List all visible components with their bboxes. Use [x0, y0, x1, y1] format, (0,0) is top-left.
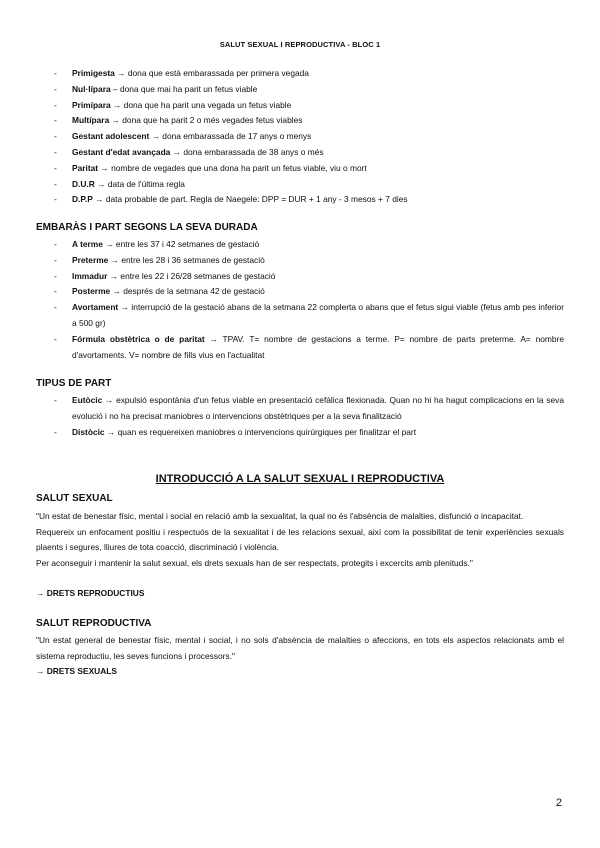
term-label: Paritat: [72, 162, 99, 173]
term-separator: →: [102, 395, 117, 405]
term-separator: →: [118, 302, 132, 313]
list-item: [54, 393, 564, 425]
term-description: dona que ha parit 2 o més vegades fetus viables: [122, 115, 303, 126]
list-item: [54, 237, 564, 253]
term-description: data de l'última regla: [107, 178, 185, 189]
term-separator: →: [92, 194, 106, 205]
salut-reproductiva-p1: "Un estat general de benestar físic, mental i social, i no sols d'absència de malalties o afeccions, en tots els aspectos relacionats amb el sistema reproductiu, les seves funcions i processors.": [36, 635, 564, 661]
page-header: SALUT SEXUAL I REPRODUCTIVA - BLOC 1: [219, 40, 381, 49]
list-item: [54, 161, 564, 177]
term-separator: →: [149, 131, 163, 142]
list-item: [54, 284, 564, 300]
salut-sexual-title: SALUT SEXUAL: [36, 493, 113, 504]
list-item: [54, 177, 564, 193]
term-description: quan es requereixen maniobres o intervencions quirúrgiques per finalitzar el part: [117, 426, 417, 437]
drets-reproductius-link: → DRETS REPRODUCTIUS: [36, 588, 145, 598]
term-separator: →: [108, 254, 122, 265]
bullet-dash: -: [54, 333, 57, 344]
term-separator: →: [94, 178, 108, 189]
term-description: entre les 28 i 36 setmanes de gestació: [121, 254, 265, 265]
salut-sexual-p2: Requereix un enfocament positiu i respectuós de la sexualitat i de les relacions sexual, així com la possibilitat de tenir experiències sexuals plaents i segures, lliures de tota coacció, discriminació i violència.: [36, 526, 564, 552]
intro-title: INTRODUCCIÓ A LA SALUT SEXUAL I REPRODUCTIVA: [155, 473, 445, 485]
tipus-list: [54, 393, 564, 440]
list-item: [54, 82, 564, 98]
term-label: Nul·lípara: [72, 83, 111, 94]
bullet-dash: -: [54, 162, 57, 173]
term-separator: →: [104, 426, 118, 437]
term-separator: →: [110, 99, 124, 110]
bullet-dash: -: [54, 395, 57, 405]
bullet-dash: -: [54, 194, 57, 205]
term-description: dona que mai ha parit un fetus viable: [119, 83, 258, 94]
term-description: data probable de part. Regla de Naegele: DPP = DUR + 1 any - 3 mesos + 7 dies: [105, 194, 408, 205]
bullet-dash: -: [54, 131, 57, 142]
list-item: [54, 425, 564, 441]
term-separator: →: [107, 270, 121, 281]
term-label: Primigesta: [72, 68, 115, 78]
term-separator: →: [110, 286, 124, 297]
term-label: D.P.P: [72, 194, 93, 205]
salut-sexual-p3: Per aconseguir i mantenir la salut sexual, els drets sexuals han de ser respectats, protegits i excercits amb plenituds.": [36, 557, 473, 568]
term-description: dona embarassada de 17 anys o menys: [162, 131, 312, 142]
term-description: entre les 22 i 26/28 setmanes de gestació: [120, 270, 276, 281]
term-label: Immadur: [72, 270, 108, 281]
term-description: TPAV. T= nombre de gestacions a terme. P= nombre de parts preterme. A= nombre d'avortaments. V= nombre de fills vius en l'actualitat: [72, 333, 564, 360]
page-number: 2: [555, 797, 562, 809]
salut-reproductiva-title: SALUT REPRODUCTIVA: [36, 618, 152, 629]
list-item: [54, 145, 564, 161]
term-description: nombre de vegades que una dona ha parit un fetus viable, viu o mort: [111, 162, 367, 173]
bullet-dash: -: [54, 239, 57, 249]
list-item: [54, 269, 564, 285]
term-description: dona que ha parit una vegada un fetus viable: [123, 99, 292, 110]
bullet-dash: -: [54, 270, 57, 281]
term-label: Preterme: [72, 254, 109, 265]
list-item: [54, 129, 564, 145]
list-item: [54, 253, 564, 269]
salut-sexual-p1: "Un estat de benestar físic, mental i social en relació amb la sexualitat, la qual no és l'absència de malalties, disfunció o incapacitat.: [36, 511, 524, 521]
bullet-dash: -: [54, 115, 57, 126]
term-label: Fórmula obstètrica o de paritat: [72, 333, 205, 344]
bullet-dash: -: [54, 426, 57, 437]
list-item: [54, 66, 564, 82]
bullet-dash: -: [54, 286, 57, 297]
bullet-dash: -: [54, 83, 57, 94]
salut-sexual-text: [36, 509, 564, 571]
bullet-dash: -: [54, 302, 57, 313]
term-separator: →: [102, 239, 116, 249]
term-label: A terme: [72, 239, 103, 249]
bullet-dash: -: [54, 254, 57, 265]
term-label: Primípara: [72, 99, 111, 110]
bullet-dash: -: [54, 178, 57, 189]
term-label: Posterme: [72, 286, 111, 297]
bullet-dash: -: [54, 146, 57, 157]
durada-list: [54, 237, 564, 363]
term-label: D.U.R: [72, 178, 95, 189]
term-separator: →: [204, 333, 223, 344]
term-separator: →: [109, 115, 123, 126]
term-label: Gestant adolescent: [72, 131, 150, 142]
bullet-dash: -: [54, 68, 57, 78]
drets-sexuals-link: → DRETS SEXUALS: [36, 666, 117, 676]
list-item: [54, 300, 564, 332]
term-description: després de la setmana 42 de gestació: [123, 286, 265, 297]
durada-title: EMBARÀS I PART SEGONS LA SEVA DURADA: [36, 222, 258, 233]
term-description: expulsió espontània d'un fetus viable en presentació cefàlica flexionada. Quan no hi ha hagut complicacions en la seva evolució i no ha precisat maniobres o intervencions obstètriques per a la seva finalització: [72, 395, 564, 421]
term-description: interrupció de la gestació abans de la setmana 22 complerta o abans que el fetus sigui viable (fetus amb pes inferior a 500 gr): [72, 302, 564, 328]
salut-reproductiva-text: [36, 633, 564, 664]
term-separator: →: [114, 68, 128, 78]
term-description: entre les 37 i 42 setmanes de gestació: [115, 239, 260, 249]
tipus-title: TIPUS DE PART: [36, 378, 112, 389]
list-item: [54, 113, 564, 129]
terms-list: [54, 66, 564, 208]
bullet-dash: -: [54, 99, 57, 110]
term-separator: –: [110, 83, 120, 94]
term-separator: →: [98, 162, 112, 173]
term-label: Avortament: [72, 302, 119, 313]
term-label: Distòcic: [72, 426, 105, 437]
term-label: Gestant d'edat avançada: [72, 146, 171, 157]
list-item: [54, 192, 564, 208]
term-label: Multípara: [72, 115, 110, 126]
term-description: dona que està embarassada per primera vegada: [127, 68, 309, 78]
list-item: [54, 332, 564, 364]
term-label: Eutòcic: [72, 395, 103, 405]
term-description: dona embarassada de 38 anys o més: [183, 146, 324, 157]
term-separator: →: [170, 146, 184, 157]
list-item: [54, 98, 564, 114]
